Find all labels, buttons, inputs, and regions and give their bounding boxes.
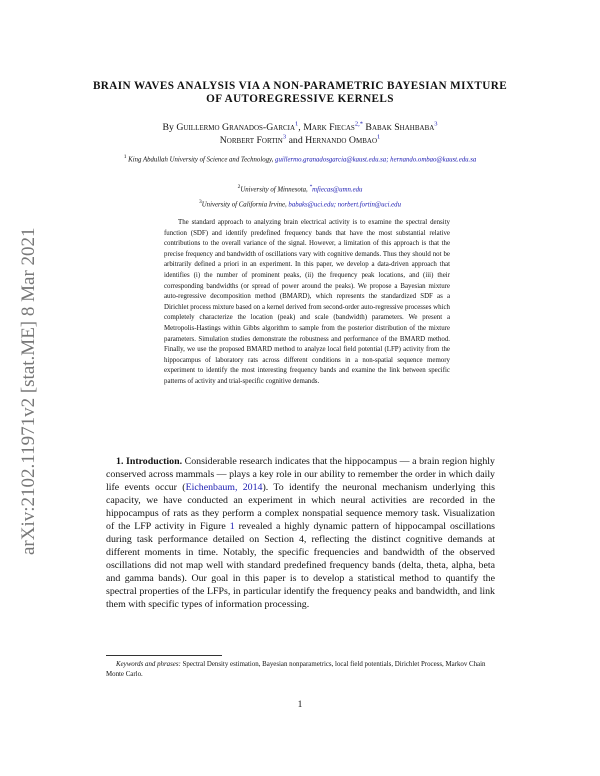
affiliation-2: $^2$University of Minnesota, *mfiecas@umn.edu: [237, 184, 363, 194]
author-2: Mark Fiecas: [303, 122, 355, 133]
footnote-rule: [106, 655, 222, 656]
by-label: By: [162, 122, 174, 133]
figure-link[interactable]: 1: [229, 521, 235, 532]
author-5: Hernando Ombao: [305, 135, 377, 146]
author-5-sup[interactable]: 1: [377, 133, 381, 141]
page-number: 1: [297, 700, 303, 710]
affiliation-1: $^1$ King Abdullah University of Science and Technology, guillermo.granadosgarcia@kaust.edu.sa; hernando.ombao@kaust.edu.sa: [123, 154, 477, 164]
author-1: Guillermo Granados-Garcia: [176, 122, 296, 133]
arxiv-stamp: [6, 210, 46, 560]
affiliation-1-email[interactable]: guillermo.granadosgarcia@kaust.edu.sa; hernando.ombao@kaust.edu.sa: [275, 156, 477, 164]
paper-title: BRAIN WAVES ANALYSIS VIA A NON-PARAMETRIC BAYESIAN MIXTURE OF AUTOREGRESSIVE KERNELS: [92, 80, 508, 105]
author-4: Norbert Fortin: [219, 135, 283, 146]
author-3: Babak Shahbaba: [365, 122, 435, 133]
introduction-paragraph: 1. Introduction. Considerable research indicates that the hippocampus — a brain region highly conserved across mammals — plays a key role in our ability to remember the order in which daily life events occur (Eichenbaum, 2014). To identify the neuronal mechanism underlying this capacity, we have conducted an experiment in which neural activities are recorded in the hippocampus of rats as they perform a complex nonspatial sequence memory task. Visualization of the LFP activity in Figure 1 revealed a highly dynamic pattern of hippocampal oscillations during task performance detailed on Section 4, reflecting the distinct cognitive demands at different moments in time. Notably, the specific frequencies and bandwidth of the observed oscillations did not map well with standard predefined frequency bands (delta, theta, alpha, beta and gamma bands). Our goal in this paper is to develop a statistical method to quantify the spectral properties of the LFPs, in particular identify the frequency peaks and bandwidth, and link them with specific types of information processing.: [106, 456, 495, 610]
affiliation-3-email[interactable]: babaks@uci.edu; norbert.fortin@uci.edu: [288, 201, 401, 209]
citation-link[interactable]: Eichenbaum, 2014: [185, 482, 263, 493]
arxiv-id: arXiv:2102.11971v2 [stat.ME] 8 Mar 2021: [18, 227, 39, 555]
abstract: The standard approach to analyzing brain electrical activity is to examine the spectral density function (SDF) and identify predefined frequency bands that have the most substantial relative contributions to the overall variance of the signal. However, a limitation of this approach is that the precise frequency and bandwidth of oscillations vary with cognitive demands. Thus they should not be arbitrarily defined a priori in an experiment. In this paper, we develop a data-driven approach that identifies (i) the number of prominent peaks, (ii) the frequency peak locations, and (iii) their corresponding bandwidths (or spread of power around the peaks). We propose a Bayesian mixture auto-regressive decomposition method (BMARD), which represents the standardized SDF as a Dirichlet process mixture based on a kernel derived from second-order auto-regressive processes which completely characterize the location (peak) and scale (bandwidth) parameters. We present a Metropolis-Hastings within Gibbs algorithm to sample from the posterior distribution of the mixture parameters. Simulation studies demonstrate the robustness and performance of the BMARD method. Finally, we use the proposed BMARD method to analyze local field potential (LFP) activity from the hippocampus of laboratory rats across different conditions in a non-spatial sequence memory experiment to identify the most interesting frequency bands and examine the link between specific patterns of activity and trial-specific cognitive demands.: [164, 219, 450, 385]
author-4-sup[interactable]: 3: [282, 133, 287, 141]
author-list: By Guillermo Granados-Garcia$^1$, Mark Fiecas$^{2,*}$ Babak Shahbaba$^3$ Norbert Fortin$^3$ and Hernando Ombao$^1$: [162, 120, 438, 146]
author-3-sup[interactable]: 3: [434, 120, 438, 128]
section-heading: 1. Introduction.: [116, 456, 183, 467]
affiliation-2-email[interactable]: mfiecas@umn.edu: [312, 186, 363, 194]
keywords-footnote: Keywords and phrases: Spectral Density estimation, Bayesian nonparametrics, local field potentials, Dirichlet Process, Markov Chain Monte Carlo.: [106, 661, 486, 678]
keywords-label: Keywords and phrases:: [116, 661, 181, 668]
affiliation-3: $^3$University of California Irvine, babaks@uci.edu; norbert.fortin@uci.edu: [199, 199, 401, 209]
author-1-sup[interactable]: 1: [295, 120, 299, 128]
author-2-sup[interactable]: 2,*: [354, 120, 363, 128]
